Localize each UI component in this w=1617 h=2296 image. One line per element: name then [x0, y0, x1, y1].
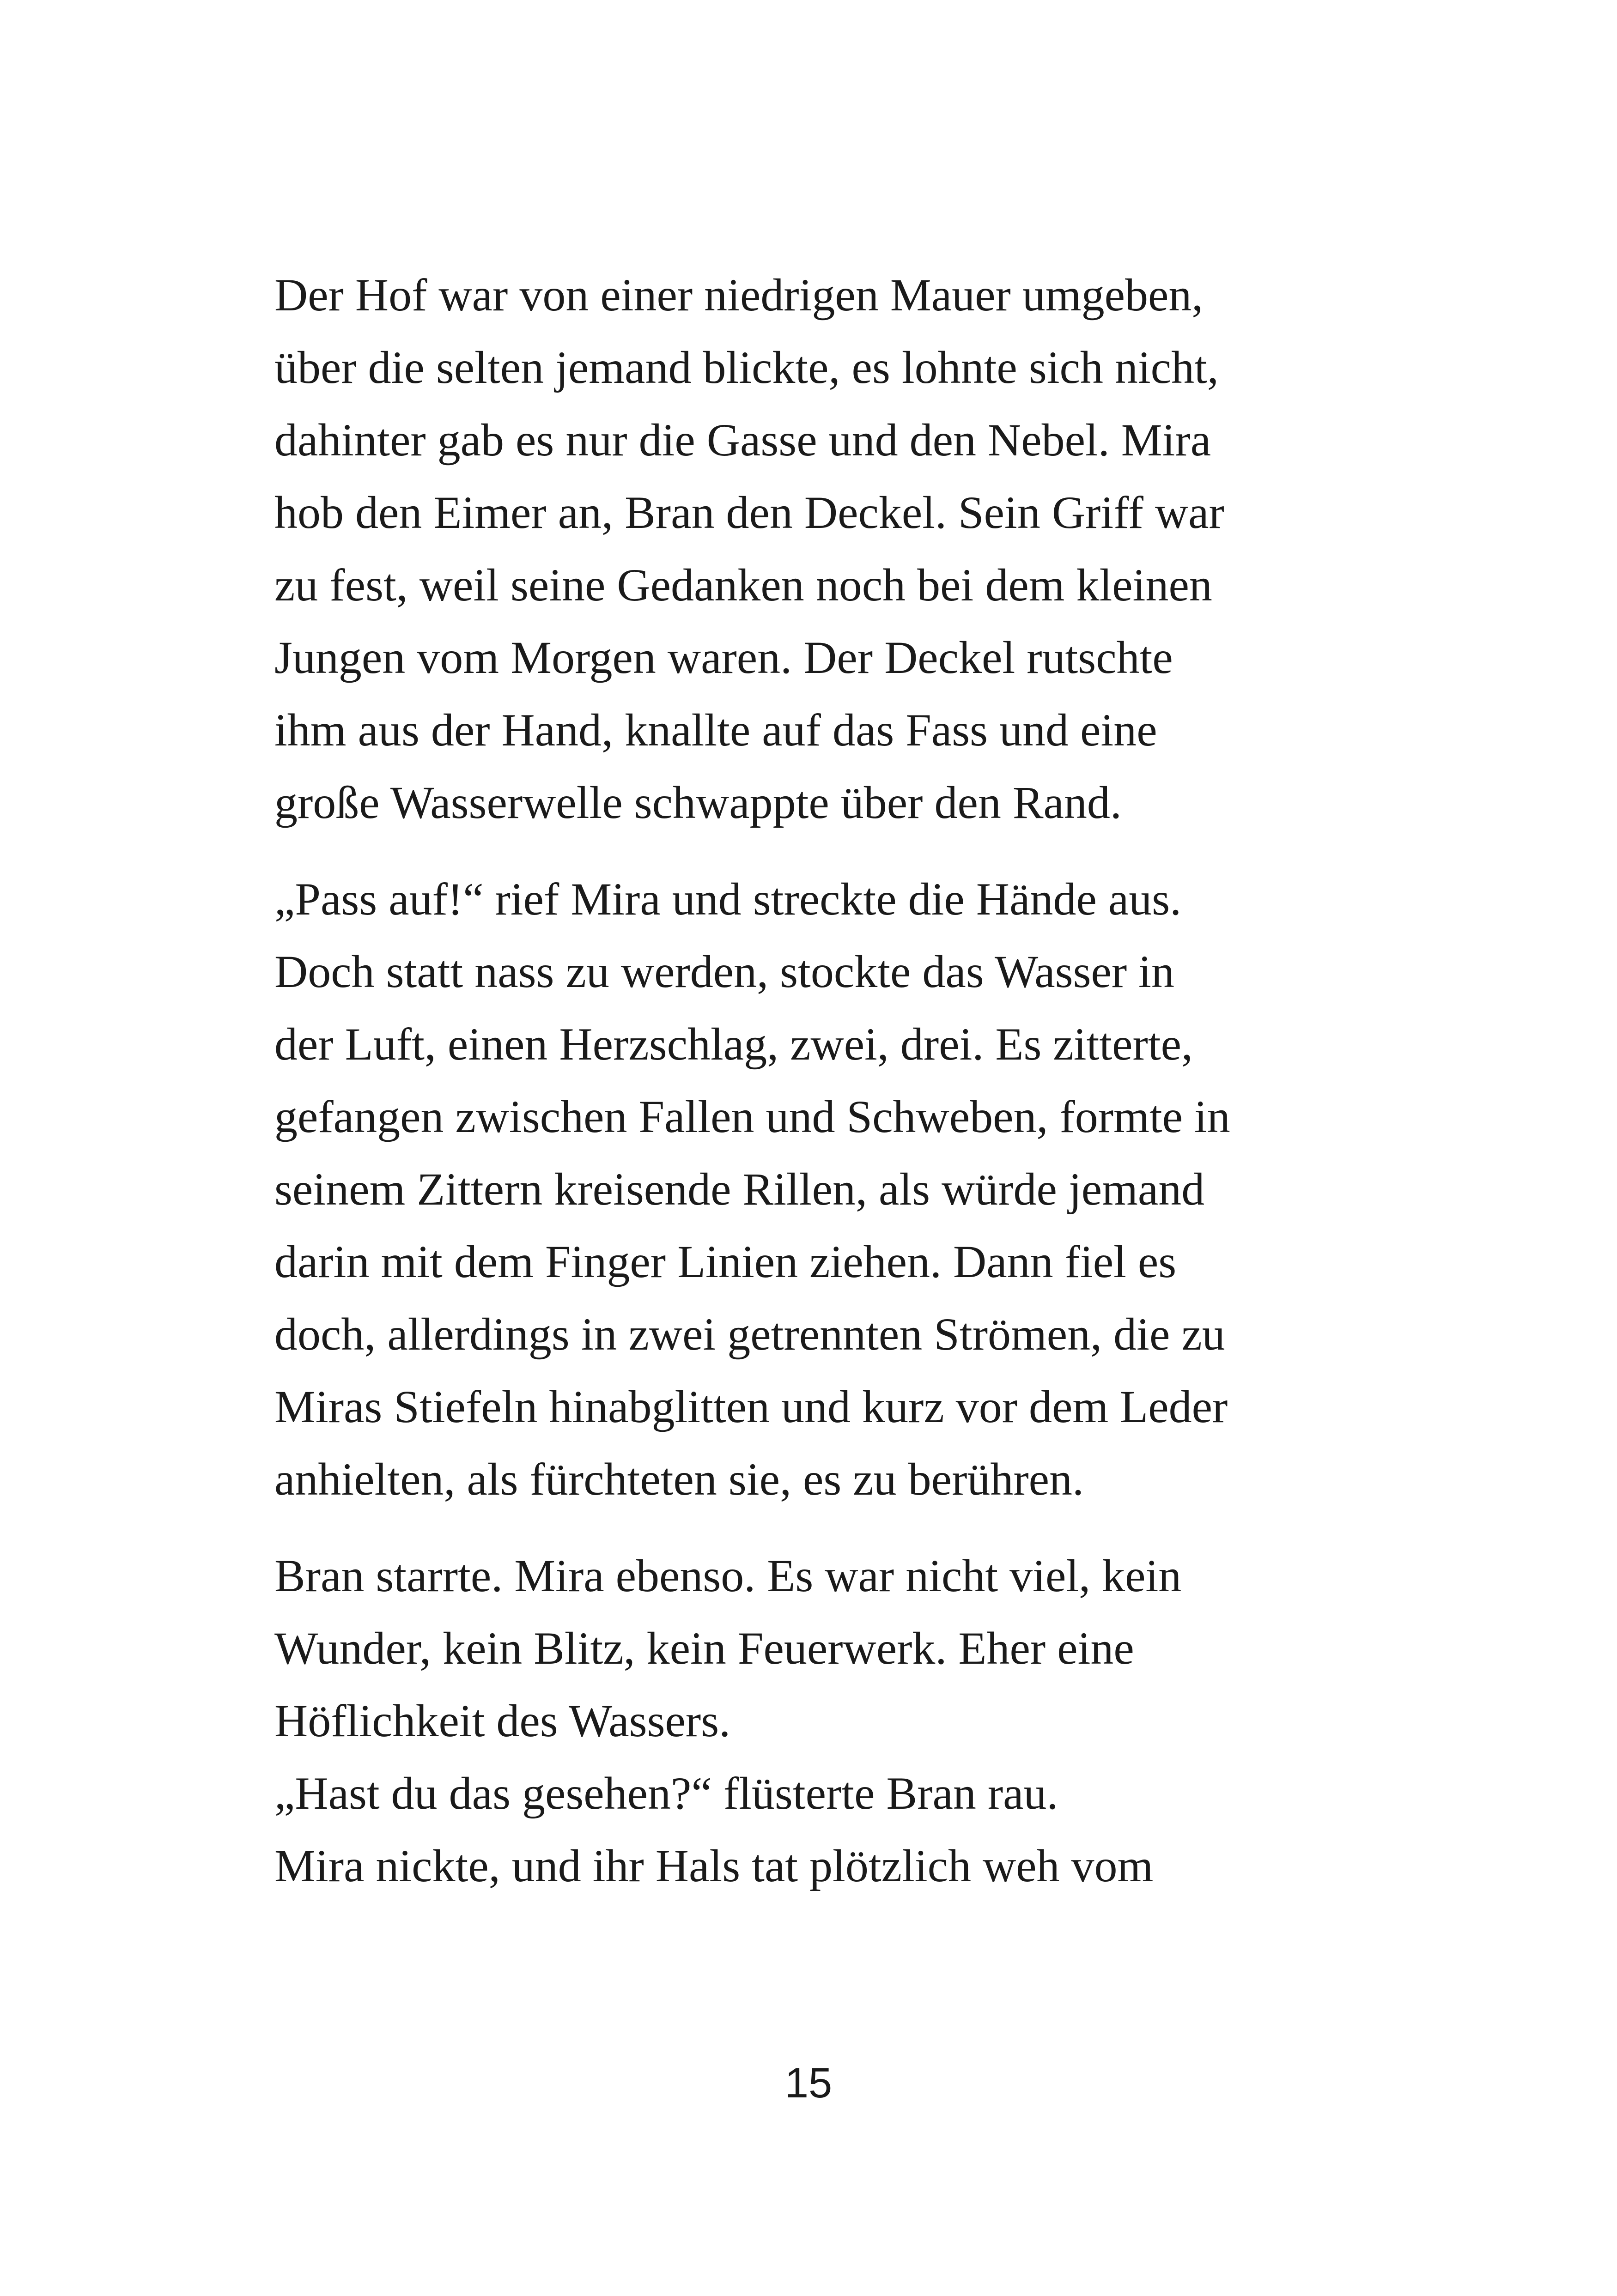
text-line: zu fest, weil seine Gedanken noch bei dem kleinen — [274, 559, 1212, 611]
text-line: darin mit dem Finger Linien ziehen. Dann fiel es — [274, 1236, 1177, 1287]
text-line: Bran starrte. Mira ebenso. Es war nicht viel, kein — [274, 1550, 1182, 1601]
text-line: gefangen zwischen Fallen und Schweben, formte in — [274, 1091, 1230, 1142]
text-line: große Wasserwelle schwappte über den Rand. — [274, 777, 1122, 828]
text-line: ihm aus der Hand, knallte auf das Fass und eine — [274, 704, 1157, 756]
text-line: „Hast du das gesehen?“ flüsterte Bran rau. — [274, 1768, 1058, 1819]
paragraph-1 — [274, 259, 1351, 839]
text-line: hob den Eimer an, Bran den Deckel. Sein Griff war — [274, 487, 1224, 538]
body-text — [274, 259, 1351, 1902]
page-number: 15 — [784, 2060, 833, 2107]
text-line: dahinter gab es nur die Gasse und den Nebel. Mira — [274, 414, 1211, 466]
paragraph-3 — [274, 1539, 1351, 1902]
text-line: über die selten jemand blickte, es lohnte sich nicht, — [274, 342, 1219, 393]
paragraph-spacer — [274, 1515, 1351, 1539]
text-line: Wunder, kein Blitz, kein Feuerwerk. Eher eine — [274, 1623, 1134, 1674]
text-line: Höflichkeit des Wassers. — [274, 1695, 731, 1746]
text-line: der Luft, einen Herzschlag, zwei, drei. Es zitterte, — [274, 1018, 1193, 1070]
paragraph-spacer — [274, 839, 1351, 863]
text-line: anhielten, als fürchteten sie, es zu berühren. — [274, 1454, 1084, 1505]
text-line: „Pass auf!“ rief Mira und streckte die Hände aus. — [274, 873, 1182, 925]
text-line: Mira nickte, und ihr Hals tat plötzlich weh vom — [274, 1840, 1154, 1891]
paragraph-2 — [274, 863, 1351, 1515]
text-line: seinem Zittern kreisende Rillen, als würde jemand — [274, 1163, 1205, 1215]
text-line: Doch statt nass zu werden, stockte das Wasser in — [274, 946, 1174, 997]
text-line: Miras Stiefeln hinabglitten und kurz vor dem Leder — [274, 1381, 1228, 1432]
text-line: Jungen vom Morgen waren. Der Deckel rutschte — [274, 632, 1173, 683]
text-line: Der Hof war von einer niedrigen Mauer umgeben, — [274, 269, 1204, 321]
text-line: doch, allerdings in zwei getrennten Strömen, die zu — [274, 1309, 1225, 1360]
